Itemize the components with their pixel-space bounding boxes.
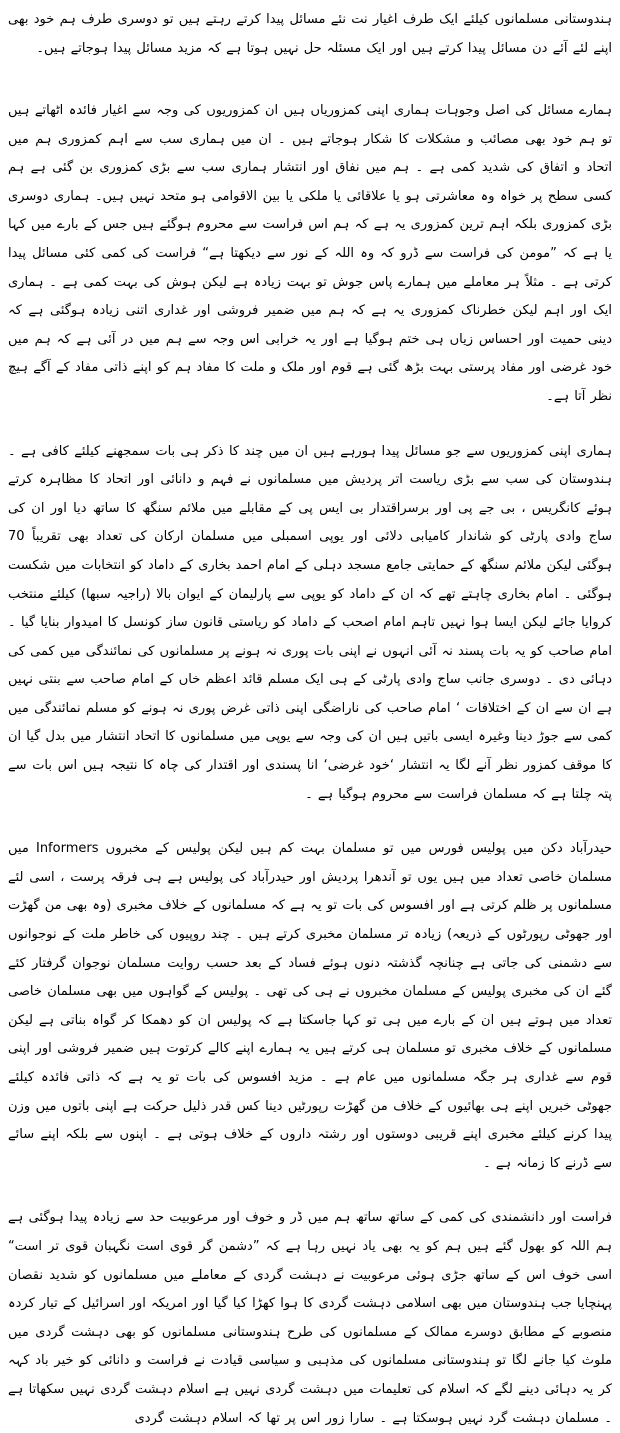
paragraph-uttar-pradesh: ہماری اپنی کمزوریوں سے جو مسائل پیدا ہورہے ہیں ان میں چند کا ذکر ہی بات سمجھنے کیلئے کافی ہے ۔ ہندوستان کی سب سے بڑی ریاست اتر پردیش میں مسلمانوں نے فہم و دانائی اور اتحاد کا مظاہرہ کرتے ہوئے کانگریس ، بی جے پی اور برسراقتدار بی ایس پی کے مقابلے میں ملائم سنگھ کا ساتھ دیا اور ان کی ساج وادی پارٹی کو شاندار کامیابی دلائی اور یوپی اسمبلی میں مسلمان ارکان کی تعداد بھی تقریباً 70 ہوگئی لیکن ملائم سنگھ کے حمایتی جامع مسجد دہلی کے امام احمد بخاری کے داماد کو انتخابات میں شکست ہوگئی ۔ امام بخاری چاہتے تھے کہ ان کے داماد کو یوپی سے پارلیمان کے ایوان بالا (راجیہ سبھا) کیلئے منتخب کروایا جائے لیکن ایسا ہوا نہیں تاہم امام اصحب کے داماد کو ریاستی قانون ساز کونسل کا امیدوار بنایا گیا ۔ امام صاحب کو یہ بات پسند نہ آئی انہوں نے اپنی بات پوری نہ ہونے پر مسلمانوں کی نمائندگی میں کمی کی دہائی دی ۔ دوسری جانب ساج وادی پارٹی کے ہی ایک مسلم قائد اعظم خاں کے امام صاحب سے بنتی نہیں ہے ان سے ان کے اختلافات ‘ امام صاحب کی ناراضگی اپنی ذاتی غرض پوری نہ ہونے کو مسلم نمائندگی میں کمی سے جوڑ دینا وغیرہ ایسی باتیں ہیں ان کی وجہ سے یوپی میں مسلمانوں کا اتحاد انتشار میں بدل گیا ان کا موقف کمزور نظر آنے لگا یہ انتشار ‘خود غرضی‘ انا پسندی اور اقتدار کی چاہ کا نتیجہ ہیں اس بات سے پتہ چلتا ہے کہ مسلمان فراست سے محروم ہوگیا ہے ۔: [8, 443, 612, 802]
paragraph-intro: ہندوستانی مسلمانوں کیلئے ایک طرف اغیار نت نئے مسائل پیدا کرتے رہتے ہیں تو دوسری طرف ہم خود بھی اپنے لئے آئے دن مسائل پیدا کرتے ہیں اور ایک مسئلہ حل نہیں ہوتا ہے کہ مزید مسائل پیدا ہوجاتے ہیں۔: [8, 12, 612, 56]
paragraph-weaknesses: ہمارے مسائل کی اصل وجوہات ہماری اپنی کمزوریاں ہیں ان کمزوریوں کی وجہ سے اغیار فائدہ اٹھاتے ہیں تو ہم خود بھی مصائب و مشکلات کا شکار ہوجاتے ہیں ۔ ان میں ہماری سب سے اہم کمزوری ہم میں اتحاد و اتفاق کی شدید کمی ہے ۔ ہم میں نفاق اور انتشار ہماری سب سے بڑی کمزوری بن گئی ہے ہم کسی سطح پر خواہ وہ معاشرتی ہو یا علاقائی یا ملکی یا بین الاقوامی ہو متحد نہیں ہیں۔ ہماری دوسری بڑی کمزوری بلکہ اہم ترین کمزوری یہ ہے کہ ہم اس فراست سے محروم ہوگئے ہیں جس کے بارے میں کہا یا ہے کہ ”مومن کی فراست سے ڈرو کہ وہ اللہ کے نور سے دیکھتا ہے“ فراست کی کمی کئی مسائل پیدا کرتی ہے ۔ مثلاً ہر معاملے میں ہمارے پاس جوش تو بہت زیادہ ہے لیکن ہوش کی بہت کمی ہے ۔ ہماری ایک اور اہم لیکن خطرناک کمزوری یہ ہے کہ ہم میں ضمیر فروشی اور غداری اتنی زیادہ ہوگئی ہے کہ دینی حمیت اور احساس زیاں ہی ختم ہوگیا ہے اور یہ خرابی اس وجہ سے ہم میں در آئی ہے کہ ہم میں خود غرضی اور مفاد پرستی بہت بڑھ گئی ہے قوم اور ملک و ملت کا مفاد ہم کو اپنے ذاتی مفاد کے آگے ہیچ نظر آتا ہے۔: [8, 103, 612, 404]
paragraph-fear-and-terrorism: فراست اور دانشمندی کی کمی کے ساتھ ساتھ ہم میں ڈر و خوف اور مرعوبیت حد سے زیادہ پیدا ہوگئی ہے ہم اللہ کو بھول گئے ہیں ہم کو یہ بھی یاد نہیں رہا ہے کہ ”دشمن گر قوی است نگہبان قوی تر است“ اسی خوف اس کے ساتھ جڑی ہوئی مرعوبیت نے دہشت گردی کے معاملے میں مسلمانوں کو شدید نقصان پہنچایا جب ہندوستان میں بھی اسلامی دہشت گردی کا ہوا کھڑا کیا گیا اور امریکہ اور اسرائیل کے تیار کردہ منصوبے کے مطابق دوسرے ممالک کے مسلمانوں کی طرح ہندوستانی مسلمانوں کو بھی دہشت گردی میں ملوث کیا جانے لگا تو ہندوستانی مسلمانوں کی مذہبی و سیاسی قیادت نے فراست و دانائی کو خیر باد کہہ کر یہ دہائی دینے لگے کہ اسلام کی تعلیمات میں دہشت گردی نہیں ہے اسلام دہشت گردی نہیں سکھاتا ہے ۔ مسلمان دہشت گرد نہیں ہوسکتا ہے ۔ سارا زور اس پر تھا کہ اسلام دہشت گردی: [8, 1210, 612, 1426]
paragraph-hyderabad-police: حیدرآباد دکن میں پولیس فورس میں تو مسلمان بہت کم ہیں لیکن پولیس کے مخبروں Informers میں مسلمان خاصی تعداد میں ہیں یوں تو آندھرا پردیش اور حیدرآباد کی پولیس ہے ہی فرقہ پرست ، اسی لئے مسلمانوں پر ظلم کرتی ہے اور افسوس کی بات تو یہ ہے کہ مسلمانوں کے خلاف مخبری (وہ بھی من گھڑت اور جھوٹی رپورٹوں کے ذریعہ) زیادہ تر مسلمان مخبری کرتے ہیں ۔ چند روپیوں کی خاطر ملت کے نوجوانوں سے دشمنی کی جاتی ہے چنانچہ گذشتہ دنوں ہوئے فساد کے بعد حسب روایت مسلمان نوجوان گرفتار کئے گئے ان کی مخبری پولیس کے مسلمان مخبروں نے ہی کی تھی ۔ پولیس کے گواہوں میں بھی مسلمان خاصی تعداد میں ہوتے ہیں ان کے بارے میں ہی تو کہا جاسکتا ہے کہ پولیس ان کو دھمکا کر گواہ بناتی ہے لیکن مسلمانوں کے خلاف مخبری تو مسلمان ہی کرتے ہیں یہ ہمارے اپنے کالے کرتوت ہیں ضمیر فروشی اور اپنی قوم سے غداری ہر جگہ مسلمانوں میں عام ہے ۔ مزید افسوس کی بات تو یہ ہے کہ ذاتی فائدہ کیلئے جھوٹی خبریں اپنے ہی بھائیوں کے خلاف من گھڑت رپورٹیں دینا کس قدر ذلیل حرکت ہے اپنی باتوں میں وزن پیدا کرنے کیلئے مخبری اپنے قریبی دوستوں اور رشتہ داروں کے خلاف ہوتی ہے ۔ اپنوں سے بلکہ اپنے سائے سے ڈرنے کا زمانہ ہے ۔: [8, 841, 612, 1171]
